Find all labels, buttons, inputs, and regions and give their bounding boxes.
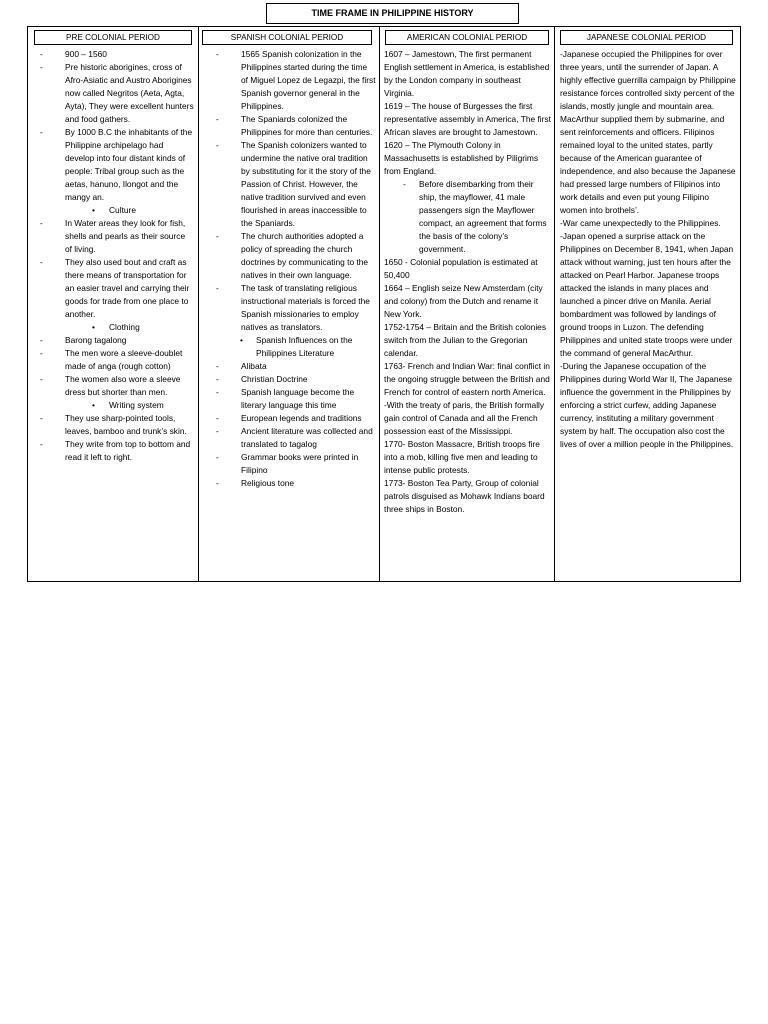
spanish-colonial-body [212, 48, 376, 490]
list-item: - Barong tagalong [36, 334, 194, 347]
spanish-colonial-column [199, 27, 380, 581]
entry-paragraph: -During the Japanese occupation of the Philippines during World War II, The Japanese influence the government in the Philippines by enforcing a strict curfew, adding Japanese currency, instituting a military government system by half. The occupation also cost the lives of over a million people in the Philippines. [560, 361, 734, 449]
list-item: - The women also wore a sleeve dress but shorter than men. [36, 373, 194, 399]
entry-paragraph: 1650 - Colonial population is estimated at 50,400 [384, 257, 538, 280]
bullet-heading-spanish-influences: • Spanish Influences on the Philippines Literature [240, 335, 353, 358]
list-item: - Ancient literature was collected and translated to tagalog [212, 425, 376, 451]
list-item: - The task of translating religious instructional materials is forced the Spanish missionaries to employ natives as translators. [212, 282, 376, 334]
list-item: - 1565 Spanish colonization in the Philippines started during the time of Miguel Lopez de Legazpi, the first Spanish governor general in the Philippines. [212, 48, 376, 113]
list-item: - Alibata [212, 360, 376, 373]
list-item: - The Spanish colonizers wanted to undermine the native oral tradition by substituting for it the story of the Passion of Christ. However, the native tradition survived and even flourished in areas inaccessible to the Spaniards. [212, 139, 376, 230]
list-item: - 900 – 1560 [36, 48, 194, 61]
list-item: - The men wore a sleeve-doublet made of anga (rough cotton) [36, 347, 194, 373]
american-colonial-heading: AMERICAN COLONIAL PERIOD [385, 30, 549, 45]
list-item: - Christian Doctrine [212, 373, 376, 386]
american-colonial-body [384, 48, 552, 516]
pre-colonial-heading: PRE COLONIAL PERIOD [34, 30, 192, 45]
japanese-colonial-column [555, 27, 740, 581]
bullet-heading-clothing: • Clothing [92, 322, 140, 332]
list-item: - The church authorities adopted a policy of spreading the church doctrines by communicating to the natives in their own language. [212, 230, 376, 282]
list-item: - They use sharp-pointed tools, leaves, bamboo and trunk’s skin. [36, 412, 194, 438]
bullet-heading-writing-system: • Writing system [92, 400, 164, 410]
list-item: - European legends and traditions [212, 412, 376, 425]
list-item: - Pre historic aborigines, cross of Afro-Asiatic and Austro Aborigines now called Negritos (Aeta, Agta, Ayta), They were excellent hunters and food gathers. [36, 61, 194, 126]
japanese-colonial-heading: JAPANESE COLONIAL PERIOD [560, 30, 733, 45]
list-item: - In Water areas they look for fish, shells and pearls as their source of living. [36, 217, 194, 256]
entry-paragraph: -Japan opened a surprise attack on the Philippines on December 8, 1941, when Japan attack without warning, just ten hours after the attacked on Pearl Harbor. Japanese troops attacked the islands in many places and launched a pincer drive on Manila. Aerial bombardment was followed by landings of ground troops in Luzon. The defending Philippines and united state troops were under the command of general MacArthur. [560, 231, 734, 358]
entry-paragraph: -War came unexpectedly to the Philippines. [560, 218, 721, 228]
list-item: - They also used bout and craft as there means of transportation for an easier travel and carrying their goods for trade from one place to another. [36, 256, 194, 321]
entry-paragraph: -Japanese occupied the Philippines for over three years, until the surrender of Japan. A highly effective guerrilla campaign by Philippine resistance forces controlled sixty percent of the islands, mostly jungle and mountain area. MacArthur supplied them by submarine, and sent reinforcements and officers. Filipinos remained loyal to the united states, partly because of the American guarantee of independence, and also because the Japanese had pressed large numbers of Filipinos into work details and even put young Filipino women into brothels’. [560, 49, 736, 215]
american-colonial-column [380, 27, 555, 581]
entry-paragraph: 1752-1754 – Britain and the British colonies switch from the Julian to the Gregorian calendar. [384, 322, 547, 358]
entry-paragraph: 1620 – The Plymouth Colony in Massachusetts is established by Piligrims from England. [384, 140, 539, 176]
pre-colonial-column [28, 27, 199, 581]
entry-paragraph: 1773- Boston Tea Party, Group of colonial patrols disguised as Mohawk Indians board three ships in Boston. [384, 478, 545, 514]
entry-paragraph: 1619 – The house of Burgesses the first representative assembly in America, The first African slaves are brought to Jamestown. [384, 101, 551, 137]
japanese-colonial-body [560, 48, 736, 451]
document-title: TIME FRAME IN PHILIPPINE HISTORY [266, 3, 519, 24]
list-item: - Spanish language become the literary language this time [212, 386, 376, 412]
list-item: - Religious tone [212, 477, 376, 490]
entry-paragraph: 1770- Boston Massacre, British troops fire into a mob, killing five men and leading to intense public protests. [384, 439, 540, 475]
entry-paragraph: 1664 – English seize New Amsterdam (city and colony) from the Dutch and rename it New York. [384, 283, 543, 319]
bullet-heading-culture: • Culture [92, 205, 136, 215]
list-item: - They write from top to bottom and read it left to right. [36, 438, 194, 464]
entry-paragraph: 1763- French and Indian War: final conflict in the ongoing struggle between the British and French for control of eastern north America. [384, 361, 550, 397]
pre-colonial-body [36, 48, 194, 464]
entry-paragraph: -With the treaty of paris, the British formally gain control of Canada and all the French possession east of the Mississippi. [384, 400, 545, 436]
timeline-table [27, 26, 741, 582]
list-item: - By 1000 B.C the inhabitants of the Philippine archipelago had develop into four distant kinds of people: Tribal group such as the aetas, hanuno, Ilongot and the mangy an. [36, 126, 194, 204]
list-item: - The Spaniards colonized the Philippines for more than centuries. [212, 113, 376, 139]
list-item: - Grammar books were printed in Filipino [212, 451, 376, 477]
sub-list-item: - Before disembarking from their ship, the mayflower, 41 male passengers sign the Mayflower compact, an agreement that forms the basis of the colony’s government. [403, 179, 547, 254]
spanish-colonial-heading: SPANISH COLONIAL PERIOD [202, 30, 372, 45]
entry-paragraph: 1607 – Jamestown, The first permanent English settlement in America, is established by the London company in southeast Virginia. [384, 49, 550, 98]
